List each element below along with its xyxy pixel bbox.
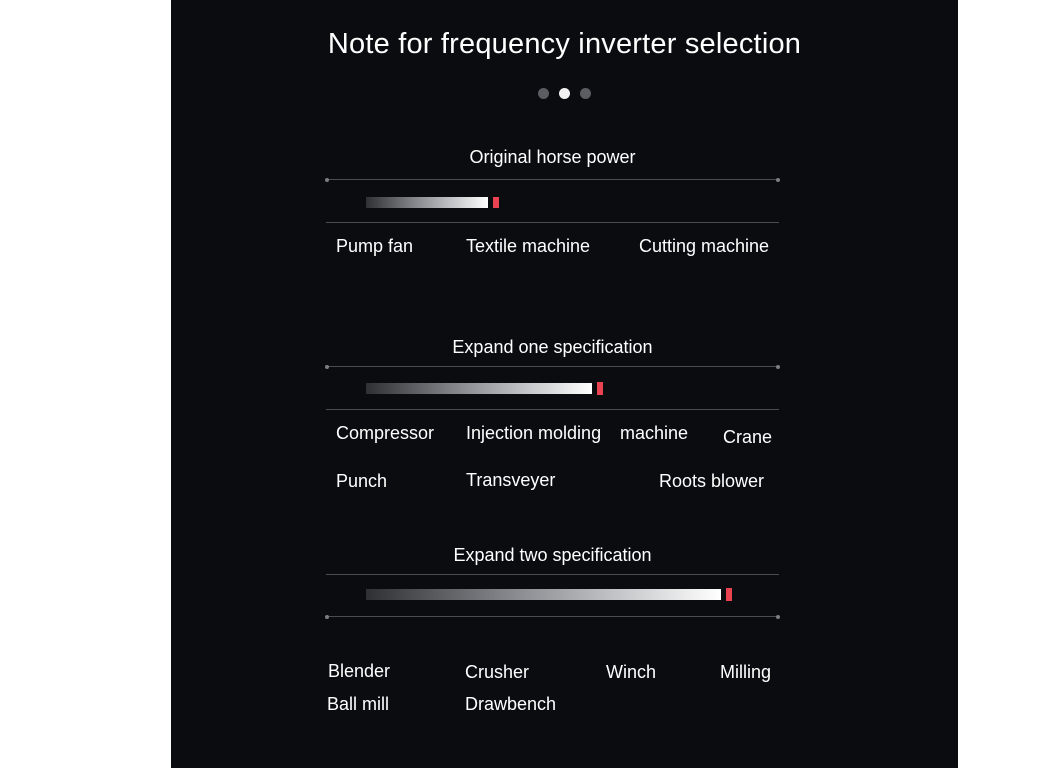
level-bar (366, 589, 721, 600)
section-title: Expand two specification (453, 545, 652, 565)
section-divider (326, 616, 779, 617)
content-panel (171, 0, 958, 768)
application-label: Milling (720, 662, 772, 682)
application-label: Ball mill (327, 694, 390, 714)
level-bar-marker (597, 382, 603, 395)
application-label: Crusher (465, 662, 530, 682)
section-original-horse-power (326, 145, 779, 265)
section-divider (326, 409, 779, 410)
application-label: Transveyer (466, 470, 556, 490)
application-label: Winch (606, 662, 657, 682)
application-label: Crane (723, 427, 773, 447)
level-bar (366, 383, 592, 394)
application-label: Blender (328, 661, 391, 681)
carousel-dots (171, 88, 958, 99)
section-divider (326, 366, 779, 367)
application-label: Textile machine (466, 236, 591, 256)
section-expand-two-specification (326, 543, 779, 723)
section-title: Expand one specification (452, 337, 653, 357)
section-divider (326, 179, 779, 180)
application-label: machine (620, 423, 689, 443)
carousel-dot-2[interactable] (559, 88, 570, 99)
page-title: Note for frequency inverter selection (327, 28, 802, 60)
level-bar-marker (726, 588, 732, 601)
section-title: Original horse power (469, 147, 636, 167)
section-expand-one-specification (326, 335, 779, 505)
carousel-dot-3[interactable] (580, 88, 591, 99)
section-divider (326, 222, 779, 223)
application-label: Roots blower (659, 471, 765, 491)
section-divider (326, 574, 779, 575)
application-label: Compressor (336, 423, 435, 443)
level-bar-marker (493, 197, 499, 208)
application-label: Injection molding (466, 423, 602, 443)
application-label: Drawbench (465, 694, 557, 714)
application-label: Cutting machine (639, 236, 770, 256)
level-bar (366, 197, 488, 208)
carousel-dot-1[interactable] (538, 88, 549, 99)
application-label: Pump fan (336, 236, 414, 256)
application-label: Punch (336, 471, 388, 491)
